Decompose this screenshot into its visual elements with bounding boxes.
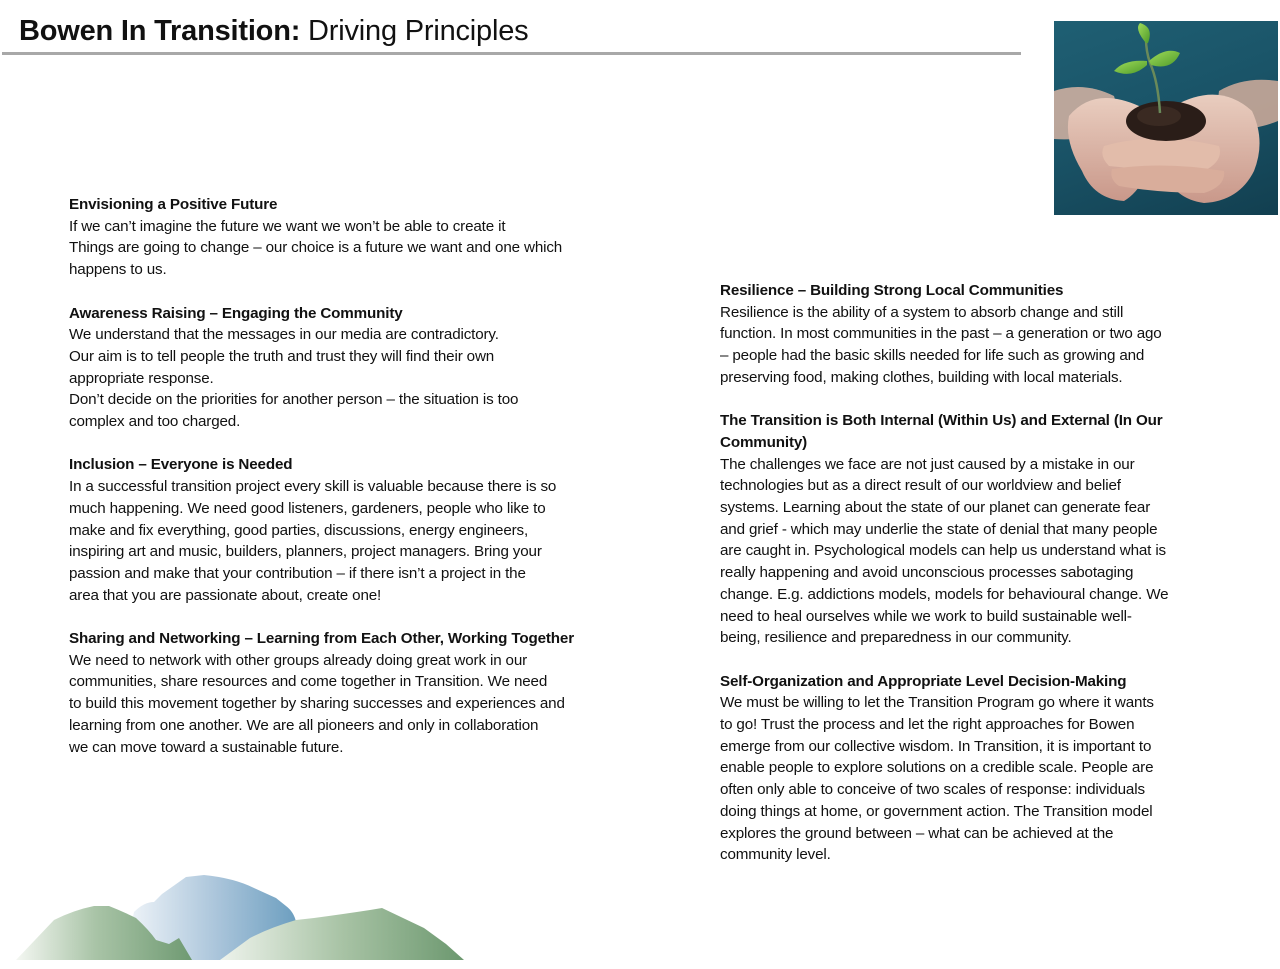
section-text-line: inspiring art and music, builders, planners, project managers. Bring your — [69, 543, 542, 561]
section-text-line: The challenges we face are not just caused by a mistake in our — [720, 455, 1135, 473]
section-text-line: make and fix everything, good parties, discussions, energy engineers, — [69, 521, 529, 539]
section-text-line: happens to us. — [69, 261, 167, 279]
section-text-line: much happening. We need good listeners, gardeners, people who like to — [69, 499, 546, 517]
page-title — [19, 12, 528, 50]
section-text-line: technologies but as a direct result of our worldview and belief — [720, 477, 1121, 495]
section-internal-external — [720, 410, 1230, 649]
section-resilience — [720, 280, 1230, 389]
section-text-line: In a successful transition project every skill is valuable because there is so — [69, 478, 557, 496]
section-text-line: passion and make that your contribution – if there isn’t a project in the — [69, 564, 526, 582]
section-awareness-raising — [69, 303, 629, 433]
seedling-in-hands-image — [1054, 21, 1278, 215]
section-text-line: emerge from our collective wisdom. In Transition, it is important to — [720, 737, 1152, 755]
section-heading: Envisioning a Positive Future — [69, 196, 278, 213]
section-text-line: complex and too charged. — [69, 413, 241, 431]
section-text-line: Don’t decide on the priorities for another person – the situation is too — [69, 391, 519, 409]
section-text-line: community level. — [720, 846, 831, 864]
seedling-icon — [1054, 21, 1278, 215]
section-text-line: are caught in. Psychological models can help us understand what is — [720, 542, 1166, 560]
section-text-line: – people had the basic skills needed for life such as growing and — [720, 347, 1145, 365]
section-text-line: preserving food, making clothes, building with local materials. — [720, 368, 1123, 386]
section-text-line: area that you are passionate about, create one! — [69, 586, 382, 604]
section-text-line: enable people to explore solutions on a credible scale. People are — [720, 759, 1154, 777]
section-text-line: and grief - which may underlie the state of denial that many people — [720, 520, 1158, 538]
mountains-logo — [14, 872, 464, 964]
section-text-line: communities, share resources and come together in Transition. We need — [69, 673, 548, 691]
section-heading: Inclusion – Everyone is Needed — [69, 456, 293, 474]
section-text-line: need to heal ourselves while we work to build sustainable well- — [720, 607, 1132, 625]
section-text-line: explores the ground between – what can be achieved at the — [720, 824, 1114, 842]
section-text-line: Our aim is to tell people the truth and trust they will find their own — [69, 347, 495, 365]
section-self-organization — [720, 671, 1230, 866]
section-text-line: doing things at home, or government action. The Transition model — [720, 802, 1153, 820]
section-heading: Awareness Raising – Engaging the Community — [69, 304, 403, 322]
section-text-line: change. E.g. addictions models, models for behavioural change. We — [720, 585, 1169, 603]
section-text-line: to go! Trust the process and let the right approaches for Bowen — [720, 716, 1135, 734]
section-text-line: We must be willing to let the Transition Program go where it wants — [720, 694, 1154, 712]
section-heading: Sharing and Networking – Learning from Each Other, Working Together — [69, 630, 574, 648]
title-divider — [2, 52, 1021, 55]
section-heading: Self-Organization and Appropriate Level Decision-Making — [720, 672, 1127, 690]
section-text-line: Resilience is the ability of a system to absorb change and still — [720, 303, 1124, 321]
section-text-line: to build this movement together by sharing successes and experiences and — [69, 695, 565, 713]
page-title-bold: Bowen In Transition: — [19, 15, 301, 47]
section-text-line: often only able to conceive of two scales of response: individuals — [720, 781, 1145, 799]
section-text-line: we can move toward a sustainable future. — [69, 738, 344, 756]
mountains-icon — [14, 872, 464, 964]
section-sharing-networking — [69, 628, 629, 758]
right-column — [720, 280, 1230, 888]
section-text-line: appropriate response. — [69, 369, 214, 387]
page-title-subtitle: Driving Principles — [300, 15, 529, 47]
section-text-line: being, resilience and preparedness in our community. — [720, 629, 1072, 647]
section-text-line: Things are going to change – our choice is a future we want and one which — [69, 239, 563, 257]
section-heading: Resilience – Building Strong Local Communities — [720, 282, 1064, 299]
left-column — [69, 194, 629, 780]
section-text-line: We understand that the messages in our media are contradictory. — [69, 326, 499, 344]
section-text-line: systems. Learning about the state of our planet can generate fear — [720, 499, 1151, 517]
section-heading: The Transition is Both Internal (Within Us) and External (In Our — [720, 412, 1163, 430]
section-envisioning — [69, 194, 629, 281]
section-heading-continued: Community) — [720, 433, 808, 451]
section-text-line: If we can’t imagine the future we want we won’t be able to create it — [69, 217, 506, 235]
section-inclusion — [69, 454, 629, 606]
section-text-line: learning from one another. We are all pioneers and only in collaboration — [69, 716, 539, 734]
section-text-line: really happening and avoid unconscious processes sabotaging — [720, 564, 1134, 582]
section-text-line: We need to network with other groups already doing great work in our — [69, 651, 528, 669]
section-text-line: function. In most communities in the past – a generation or two ago — [720, 325, 1162, 343]
